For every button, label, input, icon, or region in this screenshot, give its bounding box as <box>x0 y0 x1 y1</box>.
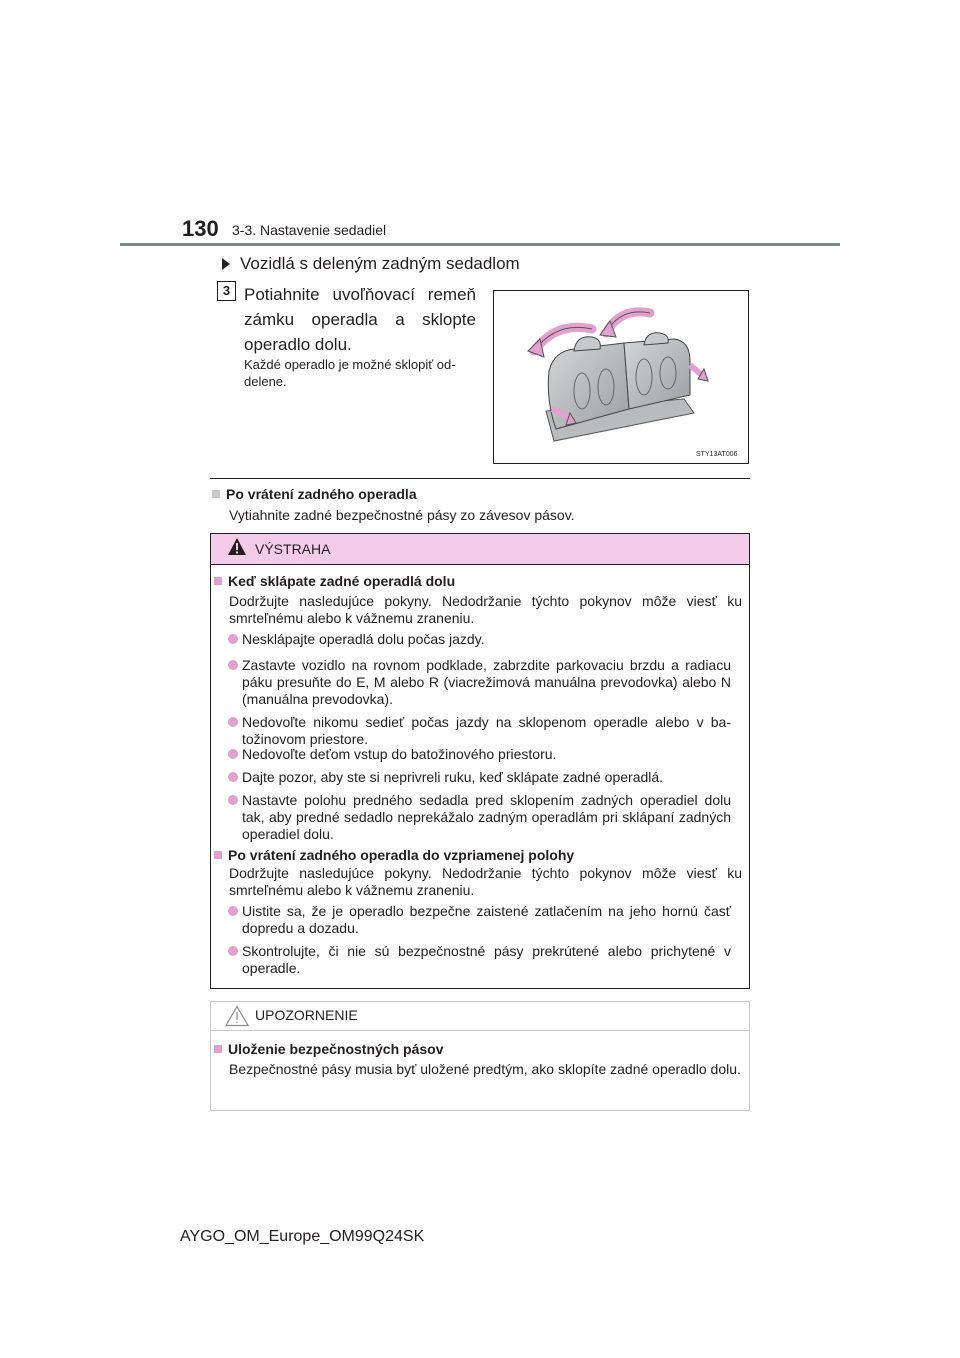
page-number: 130 <box>182 216 219 241</box>
bullet-icon <box>228 772 238 782</box>
triangle-right-icon <box>222 258 230 270</box>
bullet-icon <box>228 795 238 805</box>
note-body: Vytiahnite zadné bezpečnostné pásy zo závesov pásov. <box>229 507 575 523</box>
header-rule <box>120 243 840 246</box>
figure-rule <box>210 478 750 479</box>
warning-section-title-text: Po vrátení zadného operadla do vzpriamenej polohy <box>228 847 575 863</box>
bullet-icon <box>228 717 238 727</box>
bullet-icon <box>228 660 238 670</box>
section-title: 3-3. Nastavenie sedadiel <box>232 222 387 238</box>
warning-triangle-icon <box>227 537 247 557</box>
warning-section-intro: Dodržujte nasledujúce pokyny. Nedodržanie týchto pokynov môže viesť ku smrteľnému alebo k vážnemu zraneniu. <box>229 865 742 898</box>
bullet-icon <box>228 946 238 956</box>
warning-section-title-text: Keď sklápate zadné operadlá dolu <box>228 573 456 589</box>
rear-seat-illustration <box>494 291 748 463</box>
step-note: Každé operadlo je možné sklopiť oddelene. <box>244 357 456 389</box>
bullet-icon <box>228 634 238 644</box>
step-instruction: Potiahnite uvoľňovací remeň zámku operadla a sklopte operadlo dolu. <box>244 285 476 354</box>
warning-section-title <box>214 847 574 864</box>
caution-title: UPOZORNENIE <box>255 1007 358 1023</box>
note-title <box>212 486 417 502</box>
bullet-icon <box>228 749 238 759</box>
caution-section-title <box>214 1041 444 1058</box>
note-title-text: Po vrátení zadného operadla <box>226 486 417 502</box>
warning-section-intro: Dodržujte nasledujúce pokyny. Nedodržanie týchto pokynov môže viesť ku smrteľnému alebo k vážnemu zraneniu. <box>229 593 742 626</box>
footer-document-code: AYGO_OM_Europe_OM99Q24SK <box>180 1228 425 1245</box>
caution-section-title-text: Uloženie bezpečnostných pásov <box>228 1041 444 1057</box>
figure-code: STY13AT006 <box>696 451 738 458</box>
subsection-heading-text: Vozidlá s deleným zadným sedadlom <box>240 254 520 273</box>
warning-title: VÝSTRAHA <box>255 541 331 557</box>
subsection-heading <box>216 254 520 274</box>
square-bullet-icon <box>214 851 222 859</box>
caution-triangle-icon <box>225 1005 249 1027</box>
caution-body: Bezpečnostné pásy musia byť uložené predtým, ako sklopíte zadné operadlo dolu. <box>229 1061 741 1077</box>
caution-header-rule <box>211 1030 749 1031</box>
square-bullet-icon <box>214 577 222 585</box>
step-number-badge: 3 <box>217 281 236 301</box>
bullet-icon <box>228 906 238 916</box>
square-bullet-icon <box>214 1045 222 1053</box>
square-bullet-icon <box>212 490 220 498</box>
seat-figure <box>493 290 749 464</box>
warning-section-title <box>214 573 455 590</box>
